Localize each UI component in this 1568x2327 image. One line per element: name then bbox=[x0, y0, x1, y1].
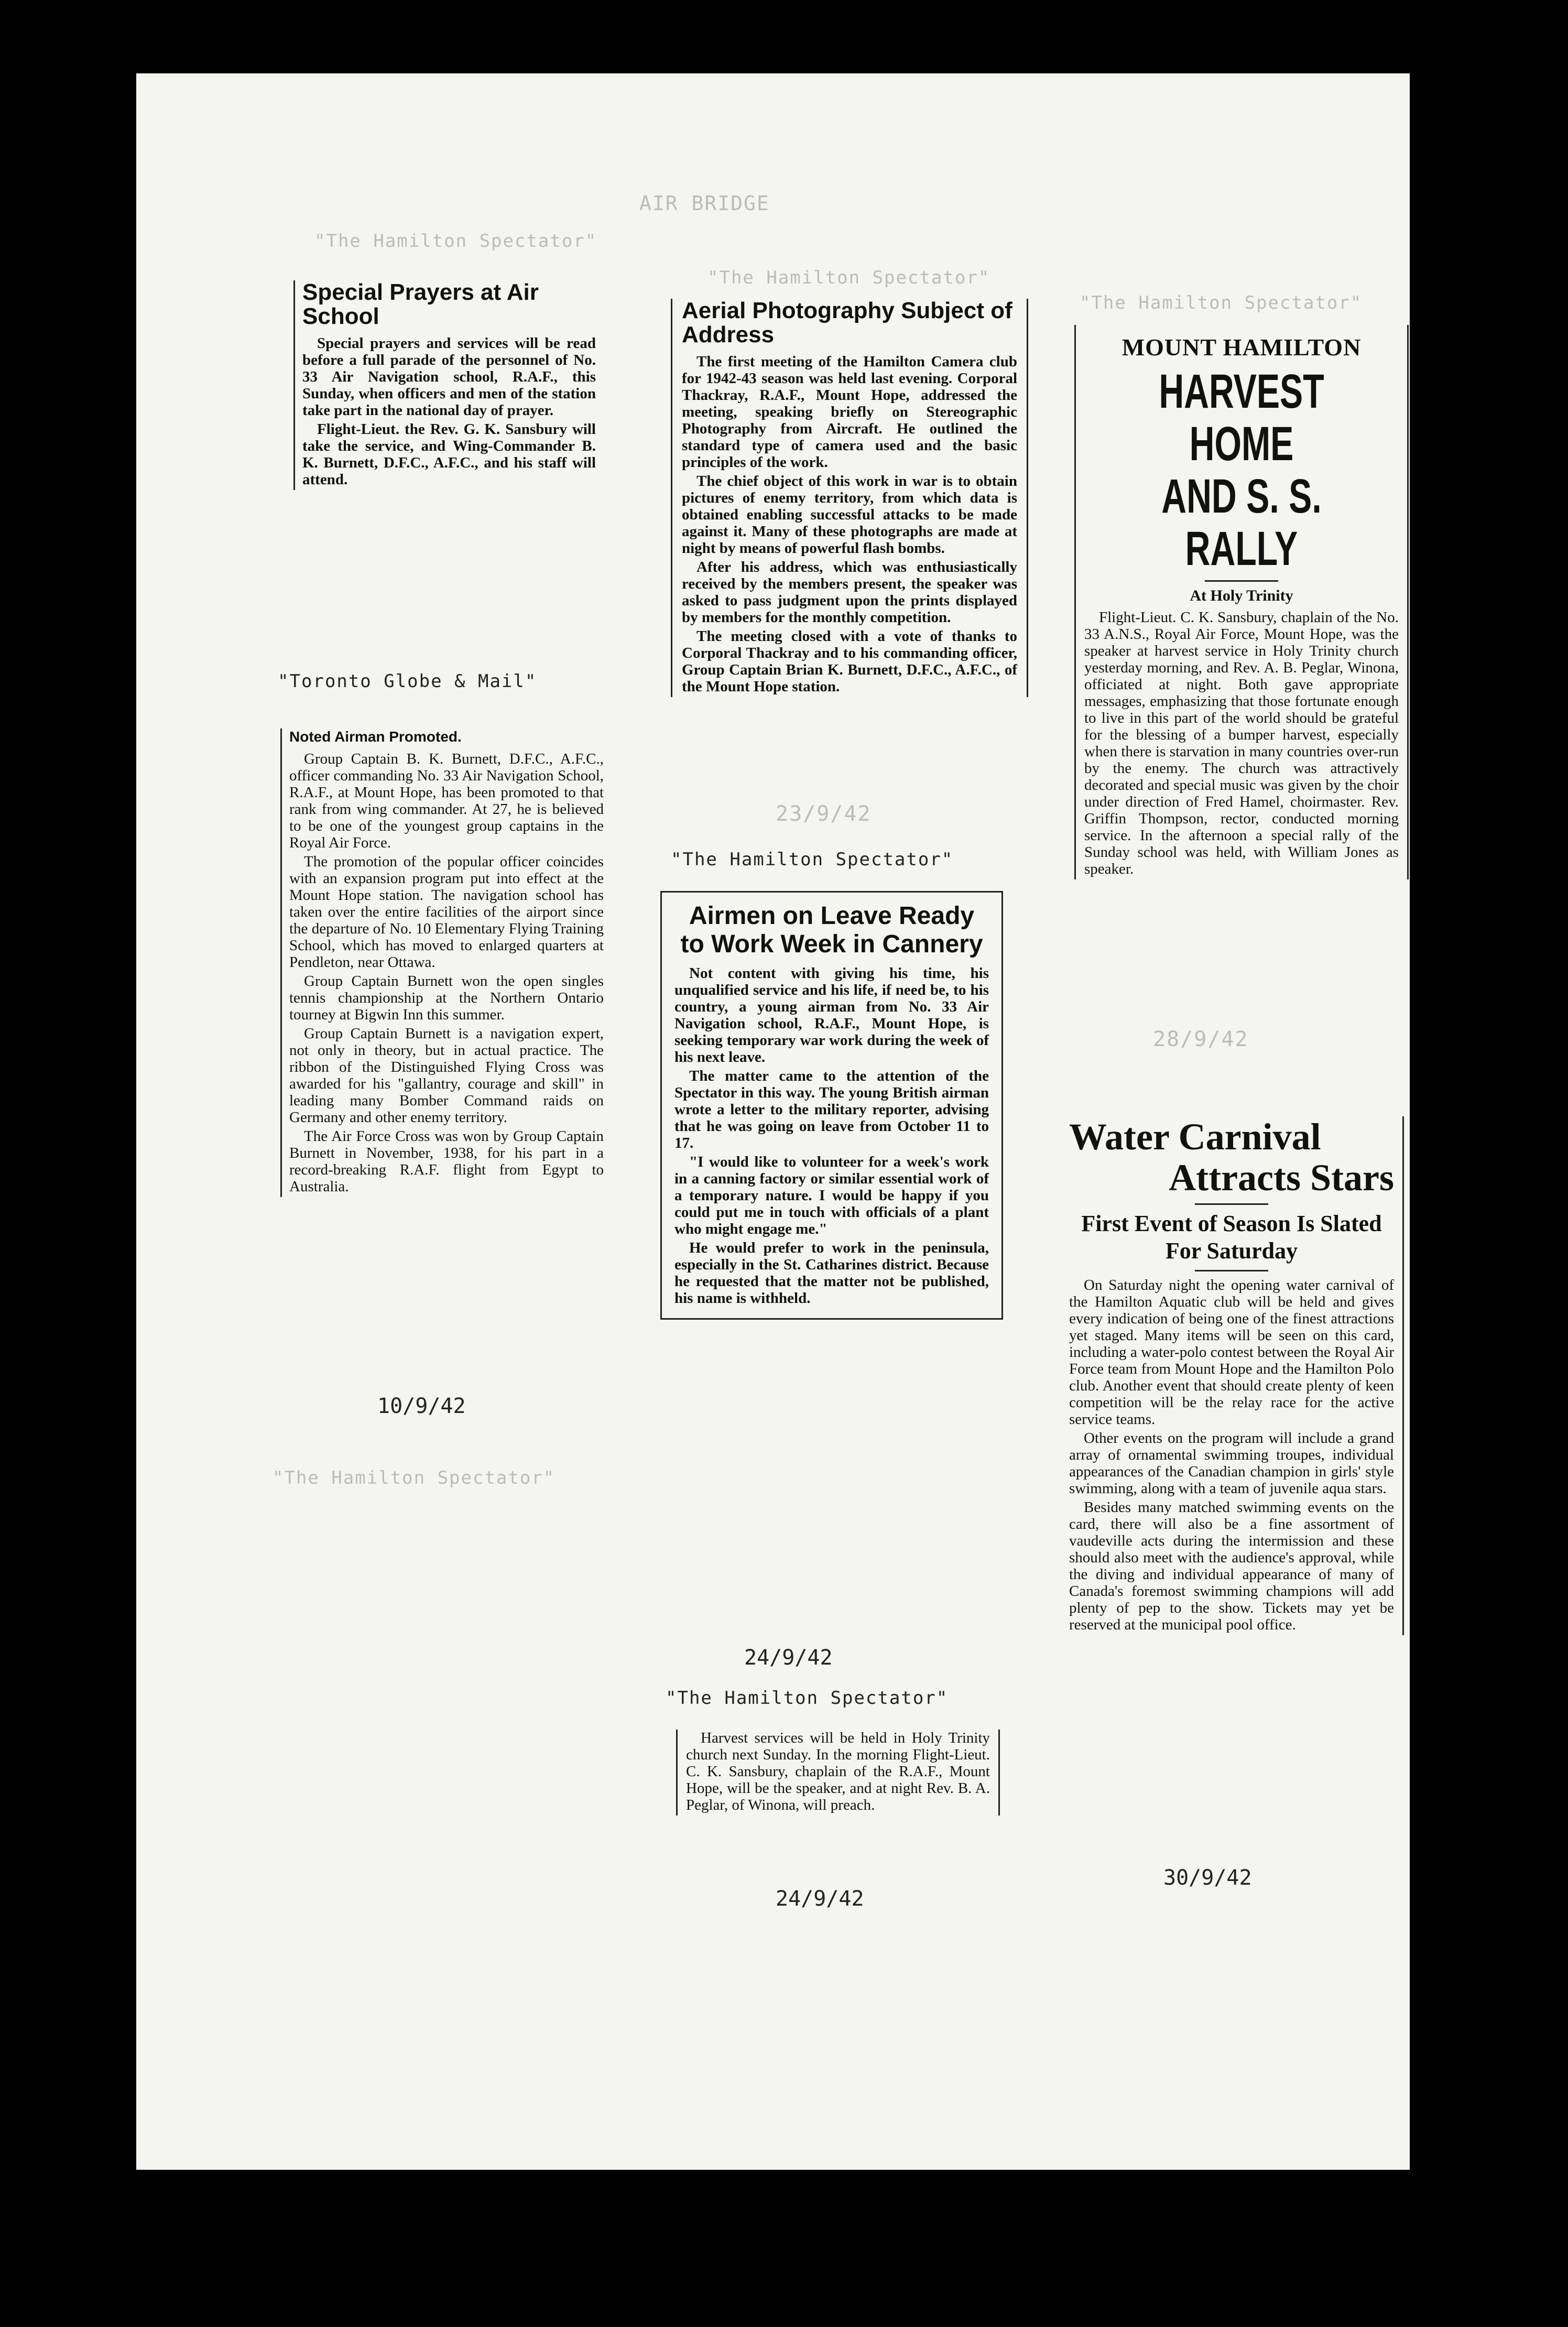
paragraph: Group Captain Burnett is a navigation expert, not only in theory, but in actual practice. The ribbon of the Distinguished Flying Cross was awarded for his "gallantry, courage and skill" in leading many Bomber Command raids on Germany and other enemy territory. bbox=[289, 1025, 604, 1126]
kicker: MOUNT HAMILTON bbox=[1121, 334, 1362, 361]
paragraph: Harvest services will be held in Holy Trinity church next Sunday. In the morning Flight-Lieut. C. K. Sansbury, chaplain of the R.A.F., Mount Hope, will be the speaker, and at night Rev. B. A. Peglar, of Winona, will preach. bbox=[686, 1730, 990, 1813]
paragraph: Not content with giving his time, his unqualified service and his life, if need be, to his country, a young airman from No. 33 Air Navigation school, R.A.F., Mount Hope, is seeking temporary war work during the week of his next leave. bbox=[674, 965, 989, 1065]
clipping-special-prayers bbox=[293, 280, 596, 490]
paragraph: Flight-Lieut. the Rev. G. K. Sansbury will take the service, and Wing-Commander B. K. Burnett, D.F.C., A.F.C., and his staff will attend. bbox=[302, 421, 596, 488]
subhead: At Holy Trinity bbox=[1190, 587, 1293, 604]
headline: HARVEST HOME bbox=[1159, 365, 1324, 471]
headline: Water Carnival bbox=[1069, 1116, 1321, 1158]
paragraph: After his address, which was enthusiastically received by the members present, the speaker was asked to pass judgment upon the prints displayed by members for the monthly competition. bbox=[682, 559, 1017, 626]
handwritten-date: 23/9/42 bbox=[776, 802, 872, 826]
paragraph: On Saturday night the opening water carnival of the Hamilton Aquatic club will be held and gives every indication of being one of the finest attractions yet staged. Many items will be seen on this card, including a water-polo contest between the Royal Air Force team from Mount Hope and the Hamilton Polo club. Another event that should create plenty of keen competition will be the relay race for the active service teams. bbox=[1069, 1277, 1394, 1428]
paragraph: The Air Force Cross was won by Group Captain Burnett in November, 1938, for his part in a record-breaking R.A.F. flight from Egypt to Australia. bbox=[289, 1128, 604, 1195]
divider bbox=[1205, 580, 1278, 582]
source-label: "The Hamilton Spectator" bbox=[1080, 292, 1363, 313]
clipping-aerial-photography bbox=[671, 299, 1028, 697]
headline: Aerial Photography Subject of Address bbox=[682, 298, 1012, 347]
paragraph: The chief object of this work in war is to obtain pictures of enemy territory, from which data is obtained enabling successful attacks to be made against it. Many of these photographs are made at night by means of powerful flash bombs. bbox=[682, 473, 1017, 557]
paragraph: He would prefer to work in the peninsula, especially in the St. Catharines district. Because he requested that the matter not be published, his name is withheld. bbox=[674, 1239, 989, 1307]
paragraph: Flight-Lieut. C. K. Sansbury, chaplain of the No. 33 A.N.S., Royal Air Force, Mount Hope, was the speaker at harvest service in Holy Trinity church yesterday morning, and Rev. A. B. Peglar, Winona, officiated at night. Both gave appropriate messages, emphasizing that those fortunate enough to live in this part of the world should be grateful for the blessing of a bumper harvest, especially when there is starvation in many countries over-run by the enemy. The church was attractively decorated and special music was given by the choir under direction of Fred Hamel, choirmaster. Rev. Griffin Thompson, rector, conducted morning service. In the afternoon a special rally of the Sunday school was held, with William Jones as speaker. bbox=[1084, 609, 1399, 877]
divider bbox=[1195, 1203, 1268, 1205]
source-label: "Toronto Globe & Mail" bbox=[278, 671, 537, 692]
handwritten-date: 30/9/42 bbox=[1163, 1866, 1252, 1890]
paragraph: Group Captain B. K. Burnett, D.F.C., A.F.C., officer commanding No. 33 Air Navigation School, R.A.F., at Mount Hope, has been promoted to that rank from wing commander. At 27, he is believed to be one of the youngest group captains in the Royal Air Force. bbox=[289, 751, 604, 851]
headline: AND S. S. RALLY bbox=[1161, 470, 1322, 575]
source-label: "The Hamilton Spectator" bbox=[671, 849, 954, 870]
source-label: "The Hamilton Spectator" bbox=[314, 231, 597, 252]
clipping-harvest-note bbox=[676, 1730, 1000, 1815]
paragraph: Other events on the program will include a grand array of ornamental swimming troupes, individual appearances of the Canadian champion in girls' style swimming, along with a team of juvenile aqua stars. bbox=[1069, 1430, 1394, 1497]
headline: Special Prayers at Air School bbox=[302, 279, 539, 329]
divider bbox=[1195, 1270, 1268, 1271]
paragraph: The promotion of the popular officer coincides with an expansion program put into effect at the Mount Hope station. The navigation school has taken over the entire facilities of the airport since the departure of No. 10 Elementary Flying Training School, which has moved to enlarged quarters at Pendleton, near Ottawa. bbox=[289, 853, 604, 971]
clipping-water-carnival bbox=[1069, 1116, 1404, 1635]
scrapbook-page bbox=[136, 73, 1410, 2170]
paragraph: Group Captain Burnett won the open singles tennis championship at the Northern Ontario tourney at Bigwin Inn this summer. bbox=[289, 973, 604, 1023]
handwritten-date: 28/9/42 bbox=[1153, 1027, 1249, 1051]
handwritten-date: 24/9/42 bbox=[776, 1887, 864, 1911]
headline: Noted Airman Promoted. bbox=[289, 728, 462, 745]
paragraph: The matter came to the attention of the Spectator in this way. The young British airman wrote a letter to the military reporter, advising that he was going on leave from October 11 to 17. bbox=[674, 1068, 989, 1151]
paragraph: The meeting closed with a vote of thanks to Corporal Thackray and to his commanding officer, Group Captain Brian K. Burnett, D.F.C., A.F.C., of the Mount Hope station. bbox=[682, 628, 1017, 695]
subhead: First Event of Season Is Slated For Saturday bbox=[1081, 1211, 1382, 1264]
clipping-airmen-cannery bbox=[660, 891, 1003, 1320]
headline: Attracts Stars bbox=[1169, 1157, 1394, 1199]
source-label: "The Hamilton Spectator" bbox=[273, 1467, 556, 1488]
source-label: "The Hamilton Spectator" bbox=[707, 267, 990, 288]
clipping-noted-airman bbox=[280, 728, 604, 1197]
source-label: "The Hamilton Spectator" bbox=[666, 1688, 949, 1709]
paragraph: Besides many matched swimming events on the card, there will also be a fine assortment of vaudeville acts during the intermission and these should also meet with the audience's approval, while the diving and individual appearance of many of Canada's foremost swimming champions will add plenty of pep to the show. Tickets may yet be reserved at the municipal pool office. bbox=[1069, 1499, 1394, 1633]
handwritten-date: 24/9/42 bbox=[744, 1646, 833, 1670]
handwritten-date: 10/9/42 bbox=[377, 1394, 466, 1418]
paragraph: The first meeting of the Hamilton Camera club for 1942-43 season was held last evening. Corporal Thackray, R.A.F., Mount Hope, addressed the meeting, speaking briefly on Stereographic Photography from Aircraft. He outlined the standard type of camera used and the basic principles of the work. bbox=[682, 353, 1017, 471]
paragraph: Special prayers and services will be read before a full parade of the personnel of No. 33 Air Navigation school, R.A.F., this Sunday, when officers and men of the station take part in the national day of prayer. bbox=[302, 335, 596, 419]
paragraph: "I would like to volunteer for a week's work in a canning factory or similar essential work of a temporary nature. I would be happy if you could put me in touch with officials of a plant who might engage me." bbox=[674, 1154, 989, 1237]
headline: Airmen on Leave Ready to Work Week in Cannery bbox=[680, 902, 983, 958]
clipping-harvest-home bbox=[1074, 325, 1409, 879]
page-header: AIR BRIDGE bbox=[639, 192, 770, 215]
